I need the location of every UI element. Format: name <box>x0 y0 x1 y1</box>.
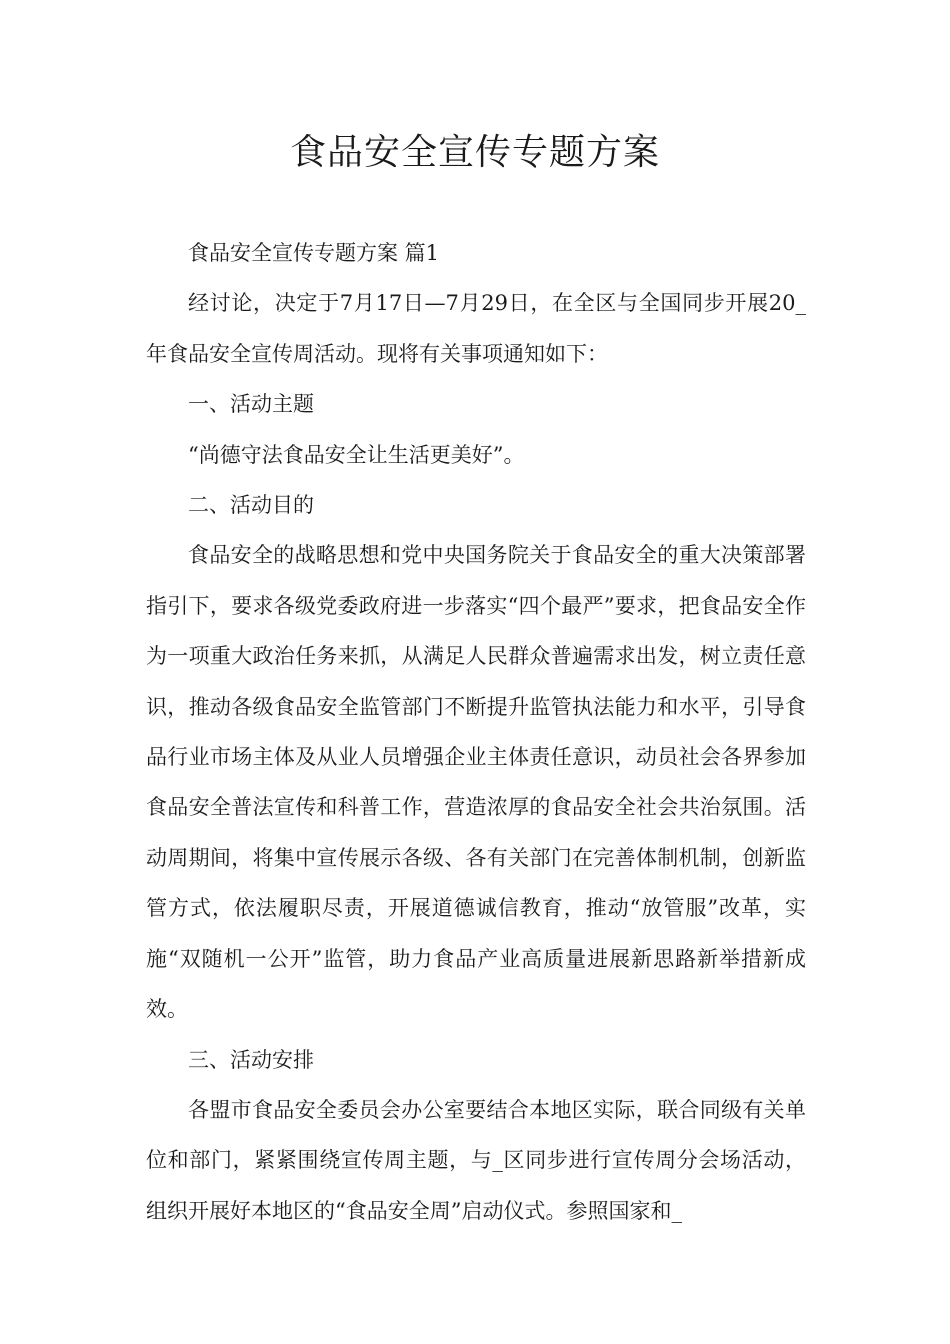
heading-activity-purpose: 二、活动目的 <box>188 493 314 518</box>
heading-activity-theme: 一、活动主题 <box>188 392 314 417</box>
section-heading: 食品安全宣传专题方案 篇1 <box>188 241 440 265</box>
intro-paragraph: 经讨论，决定于7月17日—7月29日，在全区与全国同步开展20_年食品安全宣传周活动。现将有关事项通知如下： <box>146 291 806 366</box>
arrangement-paragraph: 各盟市食品安全委员会办公室要结合本地区实际，联合同级有关单位和部门，紧紧围绕宣传周主题，与_区同步进行宣传周分会场活动，组织开展好本地区的“食品安全周”启动仪式。参照国家和_ <box>146 1097 806 1223</box>
document-title: 食品安全宣传专题方案 <box>289 132 660 173</box>
theme-slogan: “尚德守法食品安全让生活更美好”。 <box>188 442 525 467</box>
heading-activity-arrangement: 三、活动安排 <box>188 1047 314 1072</box>
purpose-paragraph: 食品安全的战略思想和党中央国务院关于食品安全的重大决策部署指引下，要求各级党委政府进一步落实“四个最严”要求，把食品安全作为一项重大政治任务来抓，从满足人民群众普遍需求出发，树立责任意识，推动各级食品安全监管部门不断提升监管执法能力和水平，引导食品行业市场主体及从业人员增强企业主体责任意识，动员社会各界参加食品安全普法宣传和科普工作，营造浓厚的食品安全社会共治氛围。活动周期间，将集中宣传展示各级、各有关部门在完善体制机制，创新监管方式，依法履职尽责，开展道德诚信教育，推动“放管服”改革，实施“双随机一公开”监管，助力食品产业高质量进展新思路新举措新成效。 <box>146 543 806 1022</box>
document-body <box>146 228 806 1236</box>
